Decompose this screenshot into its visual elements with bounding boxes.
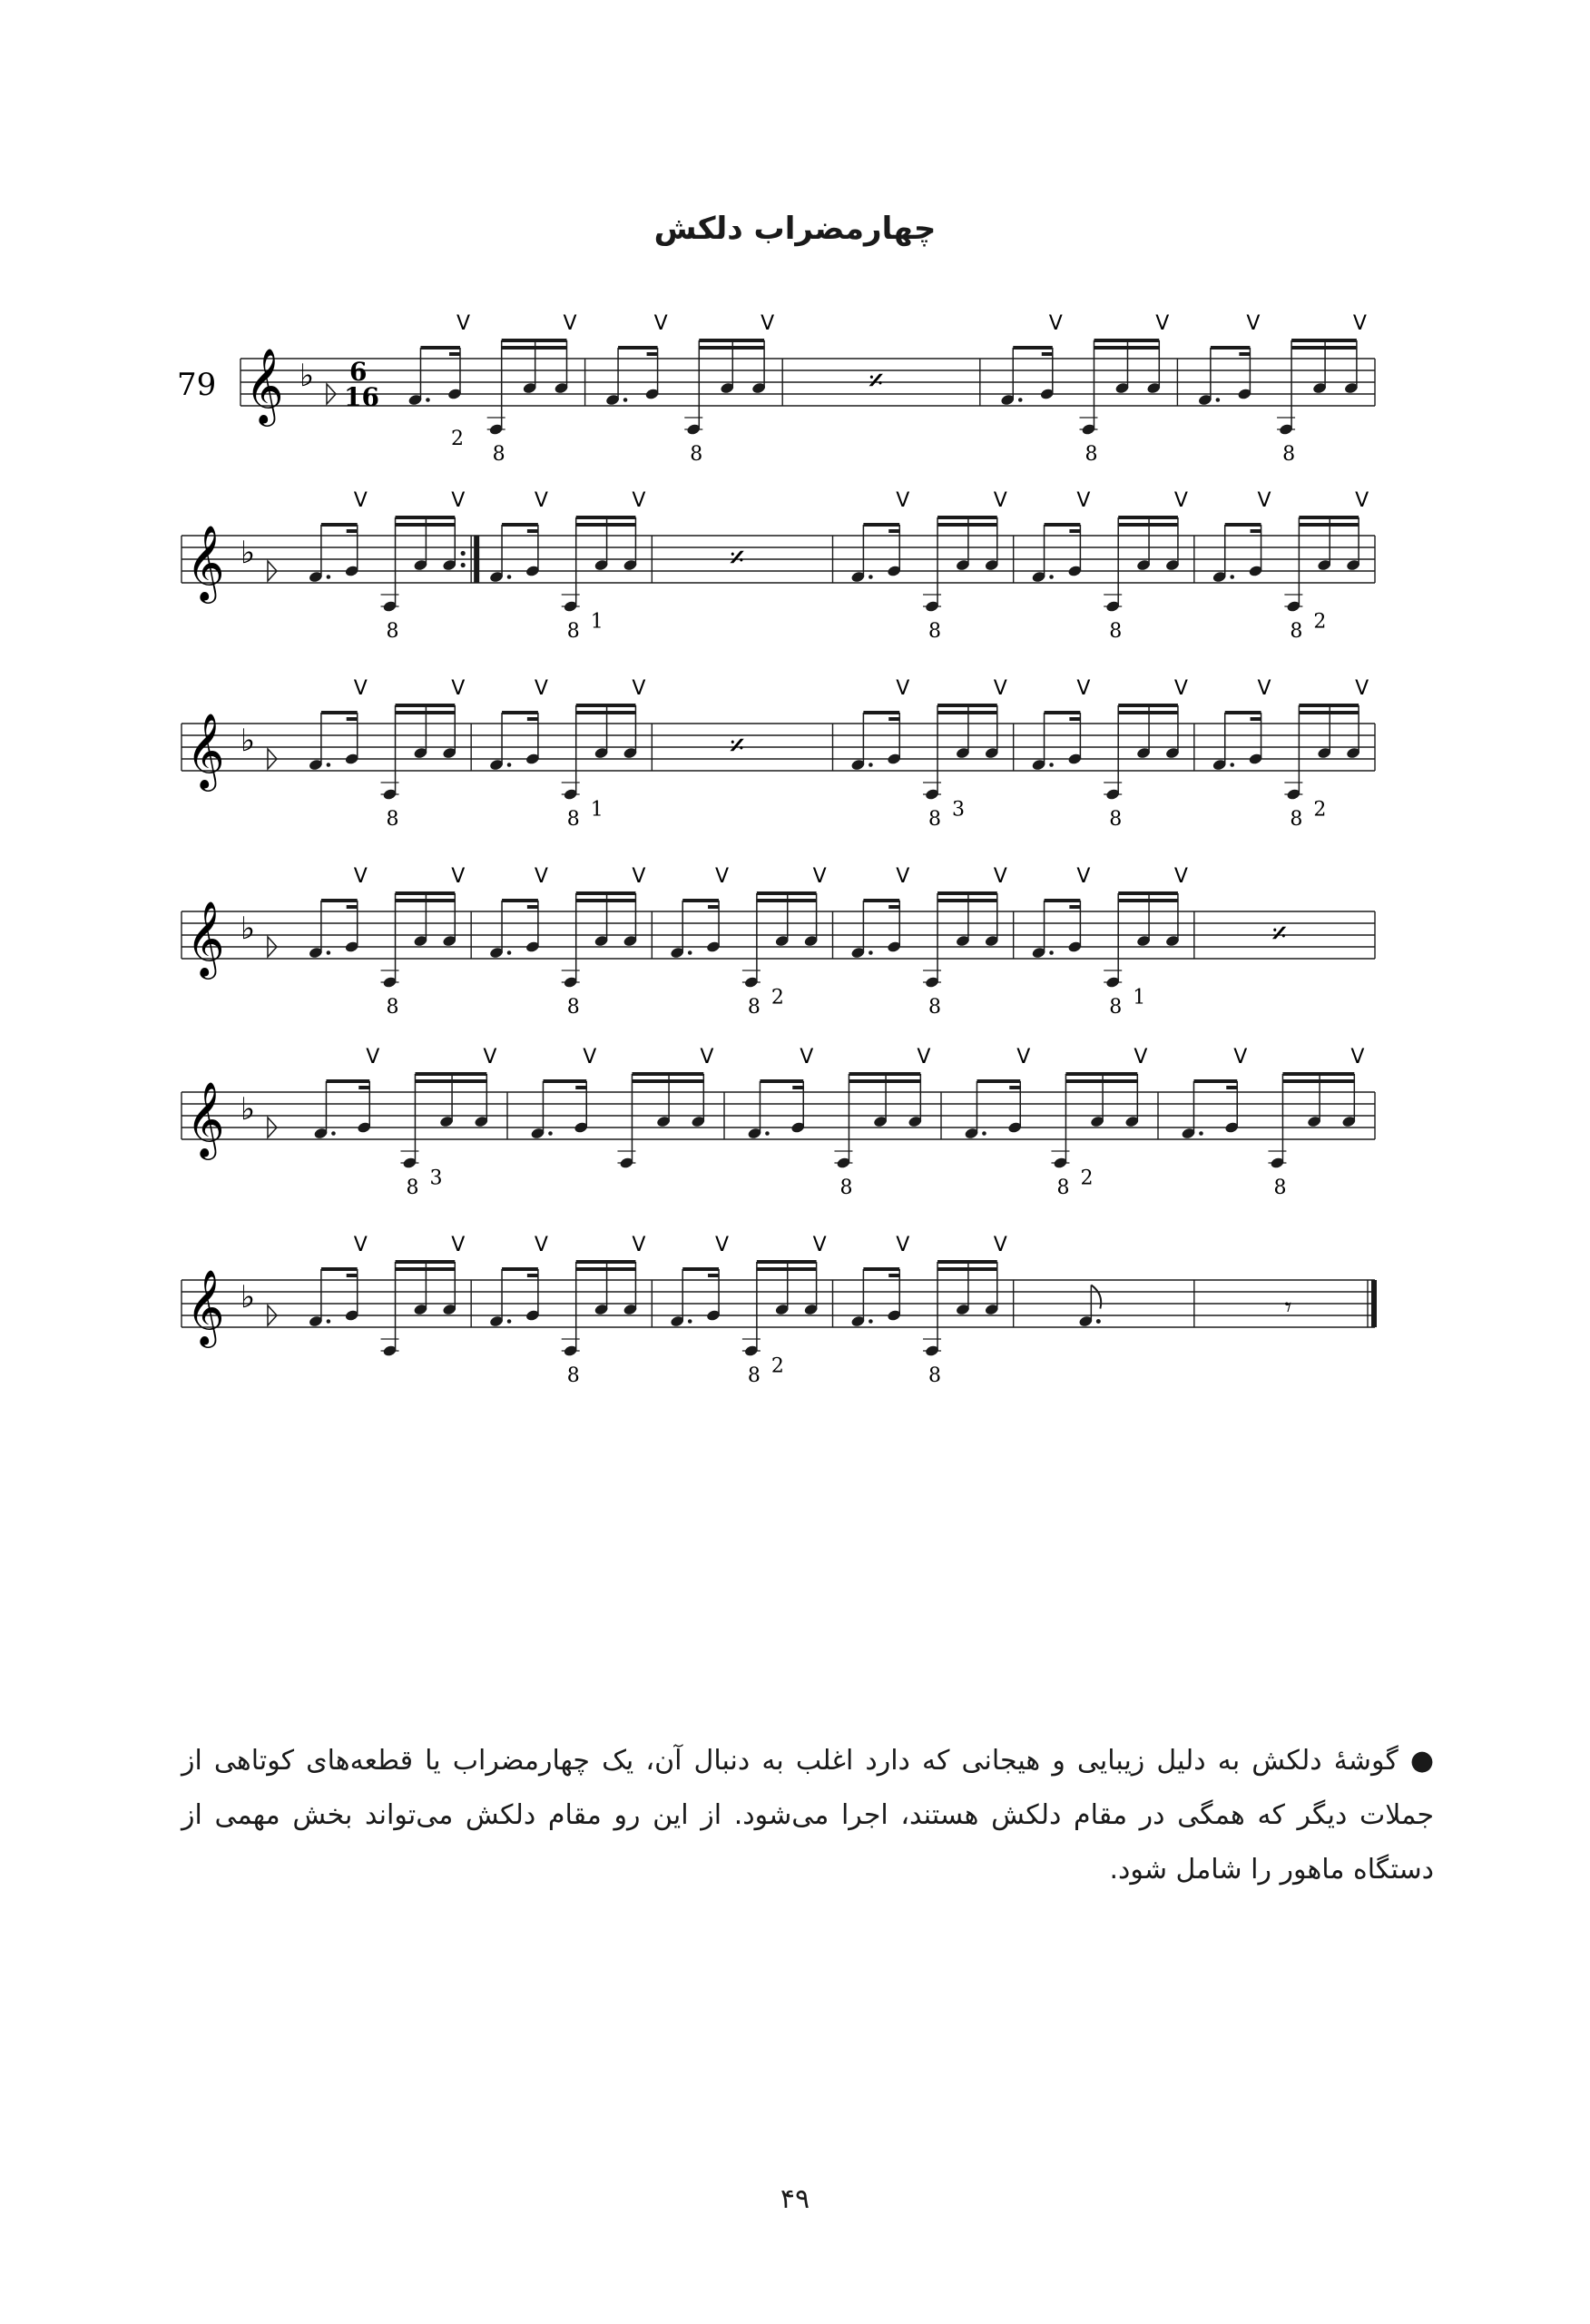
measure-repeat-icon: 𝄎 [869, 363, 884, 399]
bass-octave-label: 8 [406, 1176, 419, 1199]
stroke-mark: V [1173, 489, 1188, 512]
augmentation-dot [1049, 763, 1054, 767]
note-flag [1091, 1285, 1101, 1309]
stroke-mark: V [451, 865, 466, 888]
treble-clef-icon: 𝄞 [245, 347, 284, 423]
stroke-mark: V [1076, 489, 1091, 512]
stroke-mark: V [632, 489, 646, 512]
bass-octave-label: 8 [386, 807, 399, 831]
bass-octave-label: 8 [1273, 1176, 1287, 1199]
fingering-number: 2 [770, 986, 784, 1009]
stroke-mark: V [456, 312, 471, 335]
repeat-dot [461, 563, 466, 567]
measure-repeat-icon: 𝄎 [729, 540, 745, 576]
bass-octave-label: 8 [928, 807, 942, 831]
flat-icon: ♭ [240, 535, 256, 571]
bass-octave-label: 8 [566, 1364, 580, 1387]
augmentation-dot [869, 575, 873, 579]
augmentation-dot [507, 1319, 512, 1324]
fingering-number: 2 [1313, 610, 1327, 634]
bass-octave-label: 8 [1085, 442, 1098, 466]
fingering-number: 2 [1080, 1167, 1094, 1190]
stroke-mark: V [353, 865, 368, 888]
stroke-mark: V [761, 312, 775, 335]
fingering-number: 1 [590, 610, 604, 634]
stroke-mark: V [583, 1046, 597, 1068]
flat-icon: ♭ [240, 1279, 256, 1315]
bass-octave-label: 8 [566, 995, 580, 1019]
stroke-mark: V [632, 1234, 646, 1256]
stroke-mark: V [1233, 1046, 1248, 1068]
stroke-mark: V [1173, 865, 1188, 888]
treble-clef-icon: 𝄞 [186, 712, 225, 788]
stroke-mark: V [1257, 489, 1271, 512]
stroke-mark: V [812, 1234, 827, 1256]
stroke-mark: V [896, 489, 910, 512]
flat-icon: ♭ [240, 911, 256, 947]
fingering-number: 2 [1313, 798, 1327, 822]
augmentation-dot [1199, 1131, 1203, 1136]
stroke-mark: V [917, 1046, 931, 1068]
augmentation-dot [507, 763, 512, 767]
measure-repeat-icon: 𝄎 [729, 728, 745, 764]
bass-octave-label: 8 [928, 619, 942, 643]
stroke-mark: V [993, 1234, 1007, 1256]
augmentation-dot [1018, 398, 1023, 402]
stroke-mark: V [1246, 312, 1261, 335]
stroke-mark: V [632, 677, 646, 700]
augmentation-dot [1216, 398, 1221, 402]
fingering-number: 3 [429, 1167, 443, 1190]
stroke-mark: V [800, 1046, 814, 1068]
stroke-mark: V [896, 865, 910, 888]
stroke-mark: V [451, 1234, 466, 1256]
fingering-number: 1 [1133, 986, 1146, 1009]
bass-octave-label: 8 [566, 619, 580, 643]
stroke-mark: V [1134, 1046, 1148, 1068]
stroke-mark: V [715, 865, 730, 888]
bass-octave-label: 8 [839, 1176, 853, 1199]
bass-octave-label: 8 [1109, 619, 1123, 643]
stroke-mark: V [1355, 677, 1369, 700]
bass-octave-label: 8 [386, 995, 399, 1019]
augmentation-dot [1049, 950, 1054, 955]
augmentation-dot [869, 950, 873, 955]
stroke-mark: V [1355, 489, 1369, 512]
augmentation-dot [982, 1131, 986, 1136]
augmentation-dot [1230, 763, 1234, 767]
stroke-mark: V [534, 489, 548, 512]
stroke-mark: V [534, 677, 548, 700]
stroke-mark: V [563, 312, 577, 335]
page-title: چهارمضراب دلکش [653, 211, 937, 247]
augmentation-dot [1096, 1319, 1101, 1324]
treble-clef-icon: 𝄞 [186, 1080, 225, 1157]
fingering-number: 1 [590, 798, 604, 822]
time-signature-top: 6 [349, 357, 368, 387]
augmentation-dot [327, 1319, 331, 1324]
augmentation-dot [869, 1319, 873, 1324]
fingering-number: 3 [952, 798, 966, 822]
fingering-number: 2 [770, 1354, 784, 1378]
stroke-mark: V [1352, 312, 1367, 335]
stroke-mark: V [534, 1234, 548, 1256]
stroke-mark: V [353, 1234, 368, 1256]
bass-octave-label: 8 [1282, 442, 1296, 466]
repeat-dot [461, 551, 466, 556]
augmentation-dot [507, 575, 512, 579]
augmentation-dot [869, 763, 873, 767]
augmentation-dot [1049, 575, 1054, 579]
stroke-mark: V [896, 677, 910, 700]
stroke-mark: V [1155, 312, 1170, 335]
fingering-number: 2 [450, 427, 464, 450]
stroke-mark: V [632, 865, 646, 888]
stroke-mark: V [812, 865, 827, 888]
stroke-mark: V [653, 312, 668, 335]
augmentation-dot [327, 950, 331, 955]
bass-octave-label: 8 [690, 442, 703, 466]
augmentation-dot [331, 1131, 336, 1136]
treble-clef-icon: 𝄞 [186, 900, 225, 976]
stroke-mark: V [993, 489, 1007, 512]
bass-octave-label: 8 [928, 1364, 942, 1387]
flat-icon: ♭ [299, 358, 315, 394]
page-number: ۴۹ [780, 2183, 810, 2215]
stroke-mark: V [1016, 1046, 1031, 1068]
description-paragraph: ● گوشهٔ دلکش به دلیل زیبایی و هیجانی که دارد اغلب به دنبال آن، یک چهارمضراب یا قطعه‌های کوتاهی از جملات دیگر که همگی در مقام دلکش هستند، اجرا می‌شود. از این رو مقام دلکش می‌تواند بخش مهمی از دستگاه ماهور را شامل شود. [182, 1745, 1434, 1886]
bass-octave-label: 8 [1109, 995, 1123, 1019]
augmentation-dot [327, 763, 331, 767]
bass-octave-label: 8 [928, 995, 942, 1019]
stroke-mark: V [1173, 677, 1188, 700]
augmentation-dot [765, 1131, 770, 1136]
stroke-mark: V [1257, 677, 1271, 700]
augmentation-dot [327, 575, 331, 579]
treble-clef-icon: 𝄞 [186, 1268, 225, 1344]
augmentation-dot [688, 950, 692, 955]
augmentation-dot [1230, 575, 1234, 579]
stroke-mark: V [353, 677, 368, 700]
flat-icon: ♭ [240, 723, 256, 759]
bass-octave-label: 8 [747, 995, 761, 1019]
bass-octave-label: 8 [492, 442, 505, 466]
bass-octave-label: 8 [1290, 807, 1303, 831]
flat-icon: ♭ [240, 1091, 256, 1128]
stroke-mark: V [700, 1046, 714, 1068]
stroke-mark: V [353, 489, 368, 512]
bass-octave-label: 8 [1109, 807, 1123, 831]
eighth-rest-icon: 𝄾 [1284, 1292, 1292, 1324]
augmentation-dot [623, 398, 628, 402]
stroke-mark: V [993, 865, 1007, 888]
stroke-mark: V [1048, 312, 1063, 335]
final-barline-thick [1371, 1280, 1377, 1327]
stroke-mark: V [896, 1234, 910, 1256]
augmentation-dot [426, 398, 430, 402]
augmentation-dot [507, 950, 512, 955]
bass-octave-label: 8 [566, 807, 580, 831]
stroke-mark: V [1076, 865, 1091, 888]
stroke-mark: V [1350, 1046, 1365, 1068]
stroke-mark: V [534, 865, 548, 888]
stroke-mark: V [451, 677, 466, 700]
bass-octave-label: 8 [386, 619, 399, 643]
stroke-mark: V [1076, 677, 1091, 700]
repeat-thick-bar [474, 536, 479, 583]
augmentation-dot [548, 1131, 553, 1136]
bass-octave-label: 8 [1290, 619, 1303, 643]
measure-repeat-icon: 𝄎 [1271, 916, 1287, 952]
bass-octave-label: 8 [747, 1364, 761, 1387]
time-signature-bottom: 16 [344, 382, 379, 412]
stroke-mark: V [715, 1234, 730, 1256]
treble-clef-icon: 𝄞 [186, 524, 225, 600]
stroke-mark: V [366, 1046, 380, 1068]
stroke-mark: V [483, 1046, 497, 1068]
augmentation-dot [688, 1319, 692, 1324]
stroke-mark: V [451, 489, 466, 512]
piece-number: 79 [177, 367, 217, 403]
bass-octave-label: 8 [1056, 1176, 1070, 1199]
stroke-mark: V [993, 677, 1007, 700]
